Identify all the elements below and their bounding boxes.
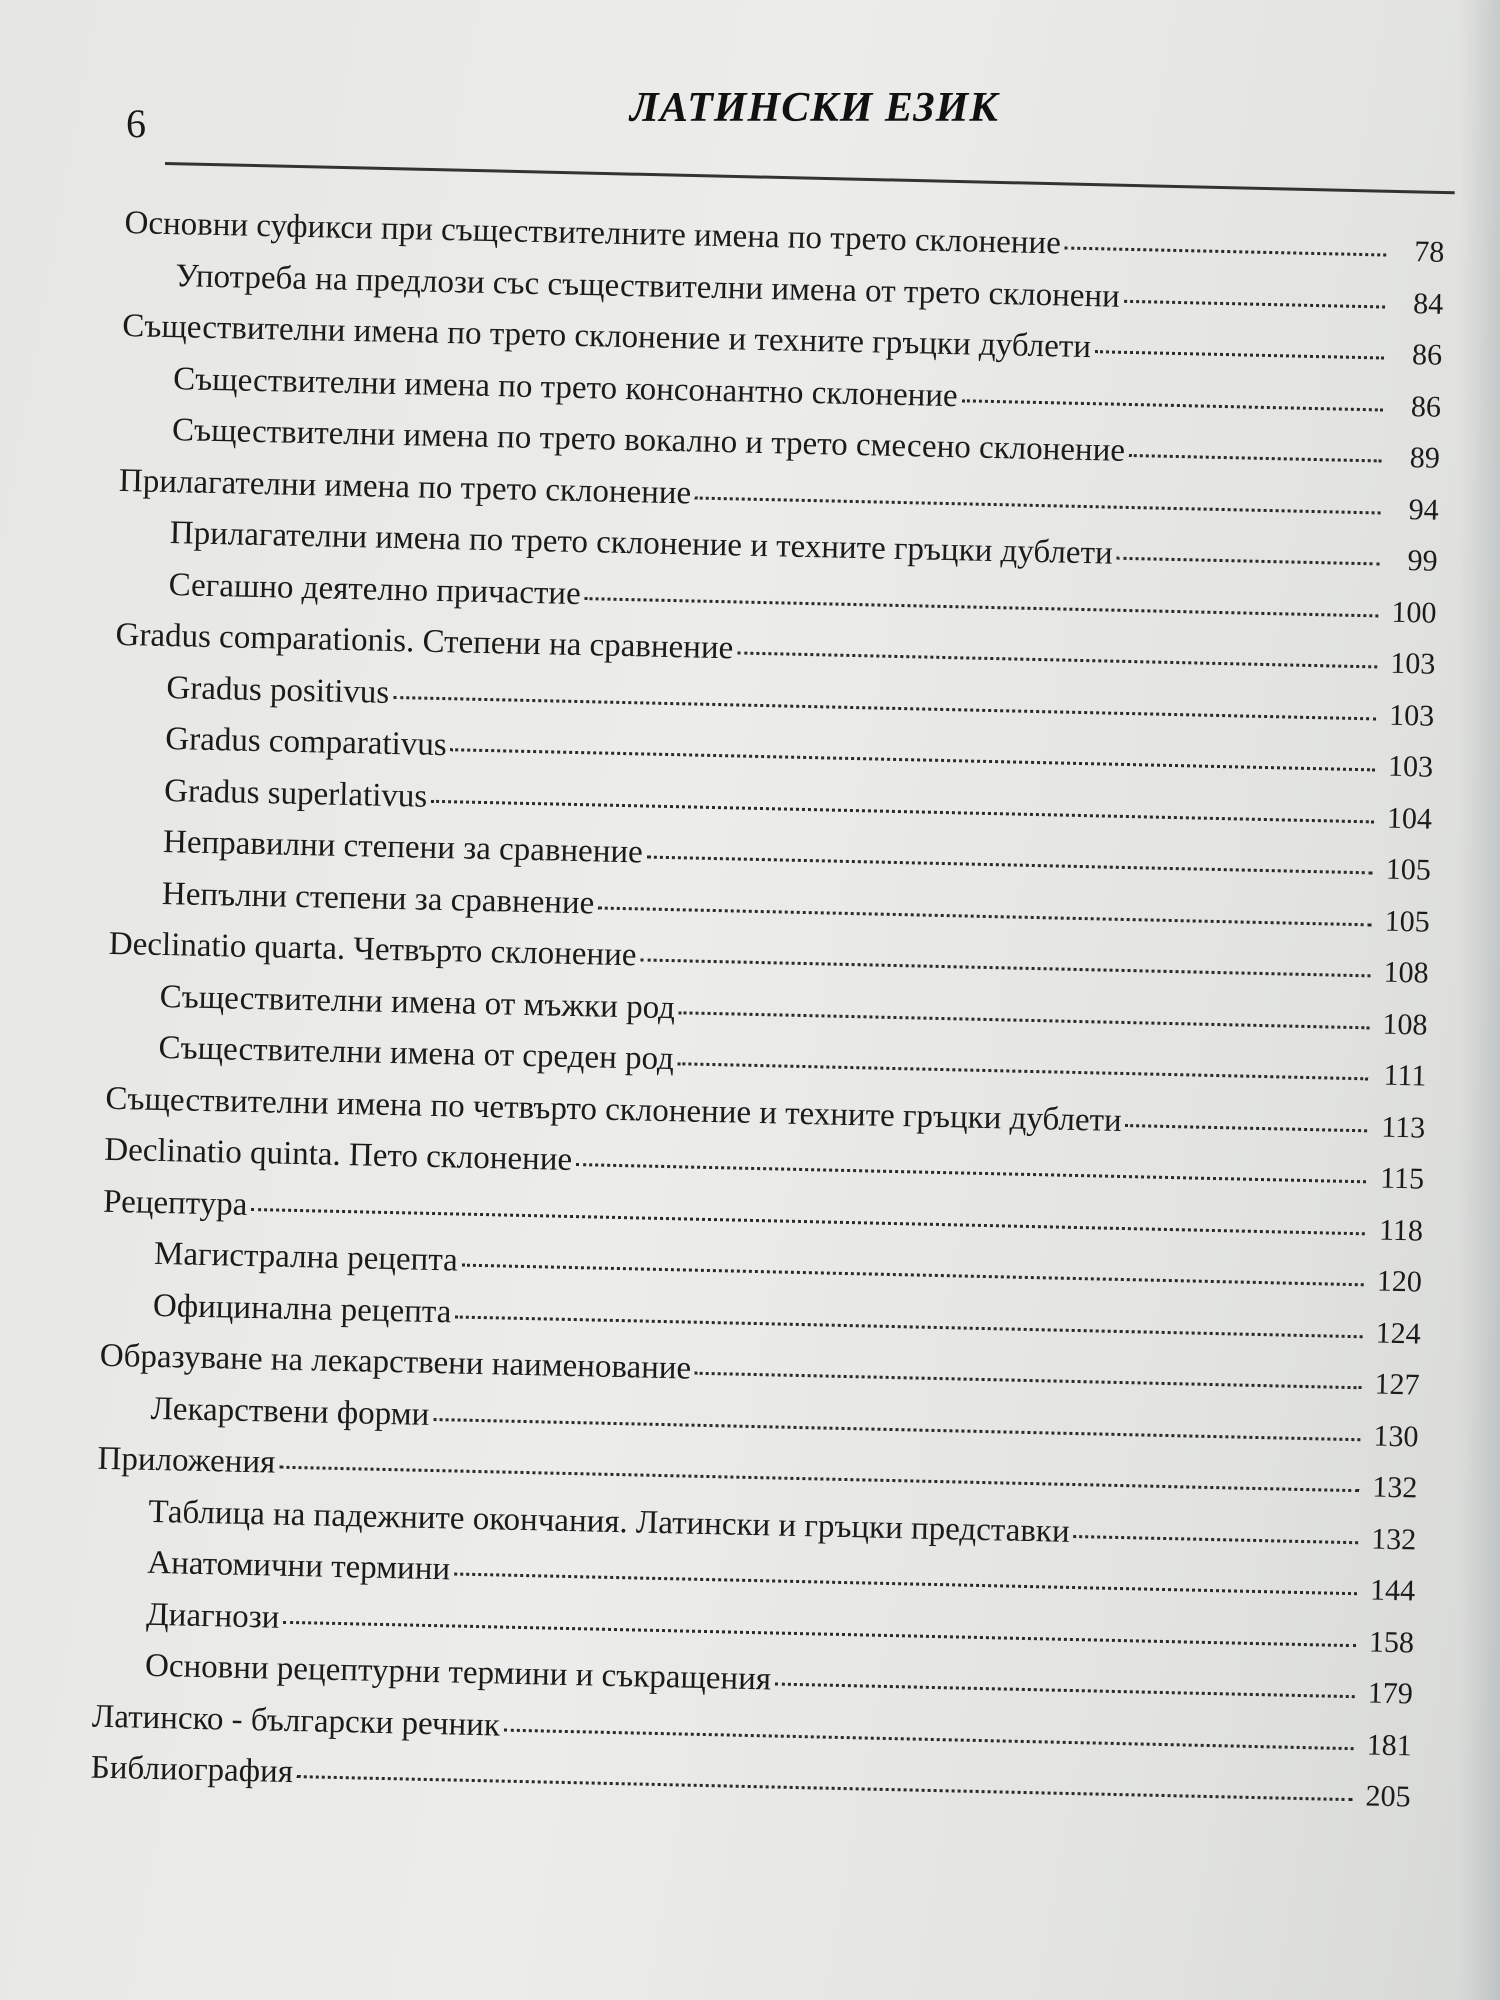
toc-entry-title: Основни рецептурни термини и съкращения <box>144 1647 772 1698</box>
toc-entry-title: Съществителни имена по трето консонантно склонение <box>172 360 959 414</box>
dot-leader <box>455 1315 1362 1338</box>
toc-entry-page: 181 <box>1366 1727 1413 1762</box>
dot-leader <box>775 1683 1355 1699</box>
toc-entry-title: Рецептура <box>102 1183 248 1223</box>
toc-entry-page: 105 <box>1384 904 1431 939</box>
toc-entry-title: Сегашно деятелно причастие <box>168 566 582 612</box>
dot-leader <box>251 1207 1365 1234</box>
toc-entry-page: 94 <box>1408 492 1440 527</box>
toc-entry-page: 120 <box>1376 1264 1423 1299</box>
toc-entry-title: Съществителни имена по трето вокално и трето смесено склонение <box>171 412 1126 469</box>
table-of-contents <box>90 205 1445 1830</box>
toc-entry-title: Съществителни имена от мъжки род <box>159 978 676 1026</box>
dot-leader <box>1126 1124 1368 1132</box>
toc-entry-title: Лекарствени форми <box>150 1390 430 1433</box>
dot-leader <box>1095 350 1384 359</box>
toc-entry-title: Магистрална рецепта <box>153 1235 459 1279</box>
toc-entry-page: 108 <box>1383 955 1429 990</box>
toc-entry-title: Официнална рецепта <box>152 1287 452 1330</box>
dot-leader <box>695 1372 1362 1390</box>
toc-entry-page: 132 <box>1371 1470 1418 1505</box>
toc-entry-page: 132 <box>1370 1522 1417 1556</box>
dot-leader <box>1124 299 1385 308</box>
dot-leader <box>1073 1535 1358 1544</box>
dot-leader <box>962 399 1383 411</box>
toc-entry-title: Съществителни имена по трето склонение и техните гръцки дублети <box>121 307 1092 366</box>
toc-entry-page: 104 <box>1386 801 1433 836</box>
toc-entry-title: Диагнози <box>145 1596 280 1636</box>
dot-leader <box>393 695 1376 719</box>
dot-leader <box>647 856 1373 875</box>
toc-entry-title: Неправилни степени за сравнение <box>162 823 644 871</box>
toc-entry-title: Gradus comparationis. Степени на сравнение <box>115 616 734 667</box>
toc-entry-page: 86 <box>1410 389 1442 424</box>
toc-entry-page: 99 <box>1407 544 1438 578</box>
dot-leader <box>279 1466 1359 1493</box>
toc-entry-page: 130 <box>1373 1419 1419 1454</box>
toc-entry-page: 105 <box>1385 852 1432 887</box>
toc-entry-page: 127 <box>1374 1367 1420 1402</box>
dot-leader <box>598 906 1371 926</box>
dot-leader <box>462 1264 1364 1287</box>
toc-entry-title: Прилагателни имена по трето склонение <box>118 462 692 511</box>
toc-entry-page: 86 <box>1411 338 1443 372</box>
dot-leader <box>1116 557 1379 566</box>
dot-leader <box>695 496 1381 514</box>
dot-leader <box>1065 247 1387 257</box>
toc-entry-title: Образуване на лекарствени наименование <box>99 1337 692 1387</box>
dot-leader <box>283 1620 1356 1646</box>
toc-entry-title: Библиография <box>90 1749 294 1791</box>
toc-entry-page: 158 <box>1368 1624 1415 1659</box>
toc-entry-page: 144 <box>1369 1573 1416 1608</box>
toc-entry-title: Основни суфикси при съществителните имена по трето склонение <box>124 205 1062 262</box>
toc-entry-page: 108 <box>1382 1007 1428 1042</box>
dot-leader <box>679 1011 1370 1029</box>
dot-leader <box>576 1163 1366 1183</box>
toc-entry-title: Непълни степени за сравнение <box>161 875 595 921</box>
toc-entry-page: 103 <box>1389 646 1436 681</box>
toc-entry-title: Анатомични термини <box>146 1544 451 1588</box>
toc-entry-title: Съществителни имена от среден род <box>158 1029 675 1078</box>
dot-leader <box>1129 454 1382 463</box>
running-title: ЛАТИНСКИ ЕЗИК <box>630 85 999 131</box>
dot-leader <box>451 748 1376 771</box>
dot-leader <box>297 1775 1353 1801</box>
toc-entry-page: 179 <box>1367 1676 1414 1711</box>
toc-entry-title: Таблица на падежните окончания. Латински и гръцки представки <box>148 1493 1070 1550</box>
toc-entry-page: 118 <box>1378 1213 1424 1248</box>
toc-entry-title: Gradus positivus <box>166 669 390 711</box>
page-edge-shadow <box>1460 0 1500 2000</box>
toc-entry-title: Употреба на предлози със съществителни имена от трето склонени <box>175 257 1121 315</box>
toc-entry-page: 84 <box>1412 286 1444 321</box>
toc-entry-title: Gradus superlativus <box>163 772 428 815</box>
dot-leader <box>585 597 1379 617</box>
dot-leader <box>640 958 1370 977</box>
toc-entry-page: 113 <box>1380 1110 1426 1145</box>
page-header <box>120 70 1400 170</box>
toc-entry-title: Declinatio quinta. Пето склонение <box>103 1131 573 1178</box>
dot-leader <box>678 1062 1368 1080</box>
dot-leader <box>504 1728 1354 1750</box>
toc-entry-page: 103 <box>1388 698 1435 733</box>
dot-leader <box>454 1573 1357 1596</box>
toc-entry-page: 124 <box>1375 1316 1422 1351</box>
dot-leader <box>433 1418 1360 1441</box>
page-number: 6 <box>126 101 146 146</box>
dot-leader <box>431 799 1374 823</box>
toc-entry-page: 103 <box>1387 749 1434 784</box>
toc-entry-page: 111 <box>1383 1058 1427 1093</box>
toc-entry-title: Приложения <box>97 1440 276 1481</box>
toc-entry-page: 89 <box>1409 441 1441 475</box>
toc-entry-page: 100 <box>1391 595 1437 630</box>
dot-leader <box>737 651 1377 668</box>
toc-entry-title: Латинско - български речник <box>91 1698 501 1744</box>
toc-entry-page: 205 <box>1365 1779 1411 1814</box>
toc-entry-title: Gradus comparativus <box>164 721 448 764</box>
toc-entry-page: 78 <box>1413 235 1445 269</box>
toc-entry-title: Прилагателни имена по трето склонение и техните гръцки дублети <box>169 515 1114 572</box>
toc-entry-title: Declinatio quarta. Четвърто склонение <box>108 925 637 974</box>
toc-entry-title: Съществителни имена по четвърто склонение и техните гръцки дублети <box>105 1080 1123 1139</box>
toc-entry-page: 115 <box>1379 1161 1425 1196</box>
